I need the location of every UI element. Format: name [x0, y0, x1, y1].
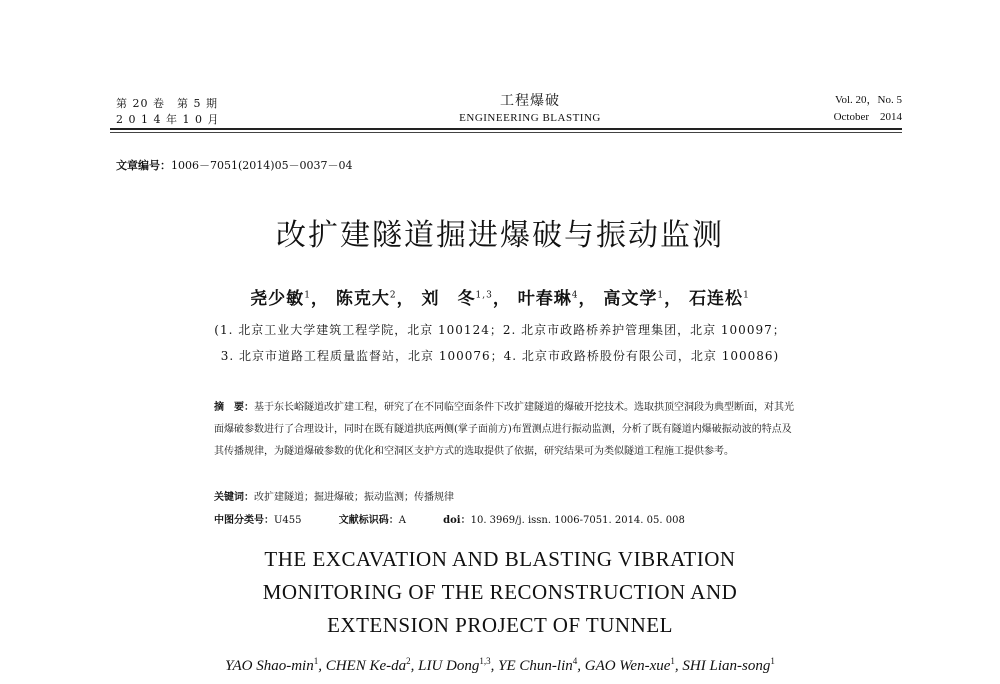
- author-en: YAO Shao-$\min^1$: [225, 656, 319, 674]
- header-center: [400, 92, 660, 126]
- volume-issue-en: Vol. 20，No. 5: [834, 94, 902, 106]
- author-cn: 高文学$^1$: [603, 289, 665, 309]
- abstract: [214, 397, 794, 463]
- journal-title-en: ENGINEERING BLASTING: [459, 112, 601, 124]
- keywords-text: 改扩建隧道；掘进爆破；振动监测；传播规律: [254, 492, 454, 503]
- journal-title-cn: 工程爆破: [500, 93, 560, 109]
- abstract-text: 基于东长峪隧道改扩建工程，研究了在不同临空面条件下改扩建隧道的爆破开挖技术。选取拱顶空洞段为典型断面，对其光面爆破参数进行了合理设计，同时在既有隧道拱底两侧(掌子面前方)布置测点进行振动监测，分析了既有隧道内爆破振动波的特点及其传播规律，为隧道爆破参数的优化和空洞区支护方式的选取提供了依据，研究结果可为类似隧道工程施工提供参考。: [214, 402, 794, 457]
- author-cn: 尧少敏$^1$: [250, 289, 311, 309]
- clc-value: U455: [274, 515, 302, 526]
- author-en: LIU Dong$^{1,3}$: [418, 656, 491, 674]
- affiliations-line-2: 3. 北京市道路工程质量监督站，北京 100076；4. 北京市政路桥股份有限公司，北京 100086): [220, 349, 780, 363]
- clc-label: 中图分类号：: [214, 515, 274, 526]
- volume-issue-cn: 第 20 卷 第 5 期: [116, 97, 218, 110]
- doc-code-label: 文献标识码：: [338, 515, 399, 526]
- header-right: [790, 92, 902, 126]
- title-en-line-3: EXTENSION PROJECT OF TUNNEL: [327, 613, 673, 637]
- author-cn: 石连松$^1$: [689, 289, 750, 309]
- abstract-label: 摘 要：: [214, 402, 254, 413]
- author-cn: 叶春琳$^4$: [517, 289, 579, 309]
- doi-value: 10. 3969/j. issn. 1006-7051. 2014. 05. 008: [470, 515, 685, 526]
- article-number: [116, 157, 353, 173]
- classification-line: [214, 511, 814, 526]
- header-rule-thin: [110, 132, 902, 133]
- doi-label: doi：: [443, 515, 471, 526]
- title-en-line-1: THE EXCAVATION AND BLASTING VIBRATION: [264, 547, 736, 571]
- date-en: October 2014: [833, 111, 902, 123]
- author-en: CHEN $Ke-da^2$: [325, 656, 411, 674]
- header-left: [116, 96, 219, 128]
- article-number-value: 1006－7051(2014)05－0037－04: [171, 159, 353, 172]
- affiliations-line-1: (1. 北京工业大学建筑工程学院，北京 100124；2. 北京市政路桥养护管理集团，北京 100097；: [214, 323, 786, 337]
- author-en: SHI Lian-song$^1$: [682, 656, 775, 674]
- authors-cn: 尧少敏$^1$， 陈克大$^2$， 刘 冬$^{1,3}$， 叶春琳$^4$， 高文学$^1$， 石连松$^1$: [250, 289, 750, 309]
- author-en: YE Chun-lin$^4$: [498, 656, 578, 674]
- authors-en: YAO Shao-$\min^1$, CHEN $Ke-da^2$, LIU Dong$^{1,3}$, YE Chun-lin$^4$, GAO Wen-xue$^1$, SHI Lian-song$^1$: [225, 656, 775, 674]
- keywords: [214, 488, 814, 503]
- title-en-line-2: MONITORING OF THE RECONSTRUCTION AND: [262, 580, 738, 604]
- doc-code-value: A: [398, 515, 406, 526]
- keywords-label: 关键词：: [214, 492, 254, 503]
- author-en: GAO Wen-xue$^1$: [584, 656, 675, 674]
- date-cn: 2 0 1 4 年 1 0 月: [116, 113, 220, 126]
- header-rule-thick: [110, 128, 902, 130]
- author-cn: 陈克大$^2$: [335, 289, 397, 309]
- title-cn: 改扩建隧道掘进爆破与振动监测: [276, 218, 724, 253]
- author-cn: 刘 冬$^{1,3}$: [421, 289, 493, 309]
- title-en: [0, 543, 1000, 642]
- article-number-label: 文章编号：: [116, 159, 171, 172]
